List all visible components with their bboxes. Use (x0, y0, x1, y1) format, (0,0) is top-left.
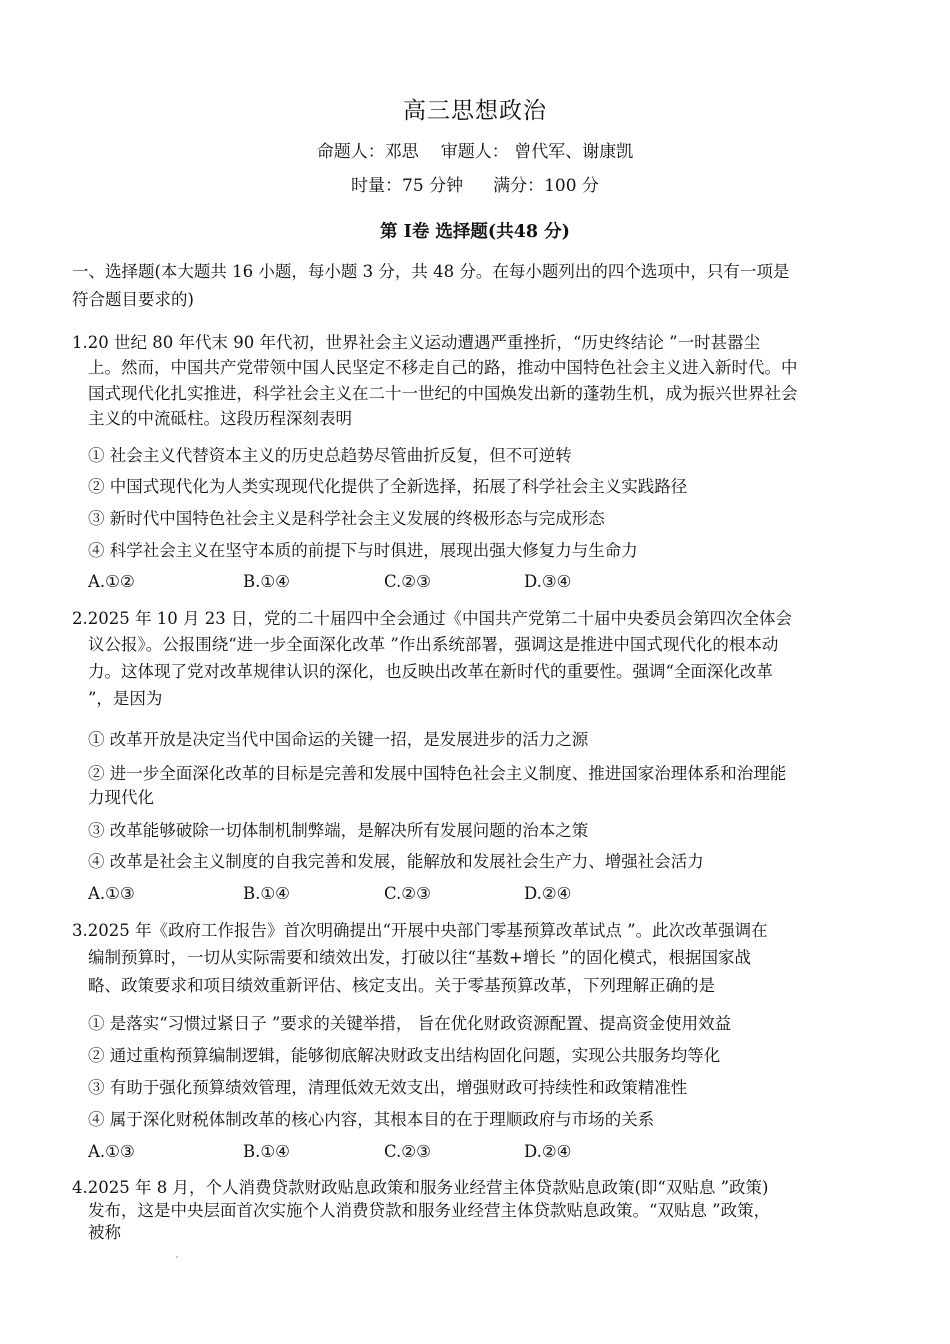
q3-option: ④ 属于深化财税体制改革的核心内容，其根本目的在于理顺政府与市场的关系 (88, 1110, 655, 1129)
q1-stem-line: 主义的中流砥柱。这段历程深刻表明 (88, 409, 352, 428)
exam-title: 高三思想政治 (403, 98, 547, 124)
q4-stem-line: 发布，这是中央层面首次实施个人消费贷款和服务业经营主体贷款贴息政策。“双贴息 ”政策， (88, 1201, 771, 1220)
q1-stem-line: 上。然而，中国共产党带领中国人民坚定不移走自己的路，推动中国特色社会主义进入新时代。中 (88, 358, 798, 377)
scan-speck (176, 1256, 178, 1258)
q3-option: ② 通过重构预算编制逻辑，能够彻底解决财政支出结构固化问题，实现公共服务均等化 (88, 1046, 721, 1065)
part1-title: 第 Ⅰ卷 选择题(共48 分) (380, 222, 570, 242)
instructions-line-2: 符合题目要求的) (72, 290, 194, 309)
q2-choice-c[interactable]: C.②③ (384, 884, 431, 903)
q2-choice-a[interactable]: A.①③ (88, 884, 135, 903)
q2-stem-line: 力。这体现了党对改革规律认识的深化，也反映出改革在新时代的重要性。强调“全面深化改革 (88, 662, 773, 681)
q2-stem-line: ”，是因为 (88, 689, 163, 708)
q2-option: ③ 改革能够破除一切体制机制弊端，是解决所有发展问题的治本之策 (88, 821, 589, 840)
q1-choice-a[interactable]: A.①② (88, 572, 135, 591)
q2-choice-b[interactable]: B.①④ (243, 884, 290, 903)
q3-choice-a[interactable]: A.①③ (88, 1142, 135, 1161)
authors-line (0, 137, 950, 162)
q2-option: ① 改革开放是决定当代中国命运的关键一招，是发展进步的活力之源 (88, 730, 589, 749)
q4-stem-line: 被称 (88, 1223, 121, 1242)
q1-choice-b[interactable]: B.①④ (243, 572, 290, 591)
q1-choice-d[interactable]: D.③④ (524, 572, 572, 591)
q1-choice-c[interactable]: C.②③ (384, 572, 431, 591)
q3-choice-d[interactable]: D.②④ (524, 1142, 572, 1161)
q1-option: ① 社会主义代替资本主义的历史总趋势尽管曲折反复，但不可逆转 (88, 446, 572, 465)
q3-stem-line: 略、政策要求和项目绩效重新评估、核定支出。关于零基预算改革，下列理解正确的是 (88, 976, 715, 995)
q4-stem-line: 4.2025 年 8 月，个人消费贷款财政贴息政策和服务业经营主体贷款贴息政策(即“双贴息 ”政策) (72, 1178, 769, 1197)
time-text: 时量：75 分钟 (351, 176, 464, 196)
q2-option: ④ 改革是社会主义制度的自我完善和发展，能解放和发展社会生产力、增强社会活力 (88, 852, 704, 871)
q2-option: ② 进一步全面深化改革的目标是完善和发展中国特色社会主义制度、推进国家治理体系和治理能 (88, 764, 787, 783)
instructions-line-1: 一、选择题(本大题共 16 小题，每小题 3 分，共 48 分。在每小题列出的四个选项中，只有一项是 (72, 262, 790, 281)
setter-text: 命题人：邓思 (316, 142, 419, 162)
q3-choice-b[interactable]: B.①④ (243, 1142, 290, 1161)
q2-stem-line: 议公报》。公报围绕“进一步全面深化改革 ”作出系统部署，强调这是推进中国式现代化的根本动 (88, 635, 779, 654)
q3-choice-c[interactable]: C.②③ (384, 1142, 431, 1161)
q1-stem-line: 1.20 世纪 80 年代末 90 年代初，世界社会主义运动遭遇严重挫折，“历史终结论 ”一时甚嚣尘 (72, 333, 761, 352)
q2-choice-d[interactable]: D.②④ (524, 884, 572, 903)
time-score-line (0, 171, 950, 196)
q3-option: ① 是落实“习惯过紧日子 ”要求的关键举措， 旨在优化财政资源配置、提高资金使用效益 (88, 1014, 732, 1033)
q3-stem-line: 编制预算时，一切从实际需要和绩效出发，打破以往“基数+增长 ”的固化模式，根据国家战 (88, 948, 751, 967)
q1-option: ③ 新时代中国特色社会主义是科学社会主义发展的终极形态与完成形态 (88, 509, 605, 528)
q3-stem-line: 3.2025 年《政府工作报告》首次明确提出“开展中央部门零基预算改革试点 ”。此次改革强调在 (72, 921, 768, 940)
q1-option: ② 中国式现代化为人类实现现代化提供了全新选择，拓展了科学社会主义实践路径 (88, 477, 688, 496)
q2-stem-line: 2.2025 年 10 月 23 日，党的二十届四中全会通过《中国共产党第二十届中央委员会第四次全体会 (72, 609, 792, 628)
q3-option: ③ 有助于强化预算绩效管理，清理低效无效支出，增强财政可持续性和政策精准性 (88, 1078, 688, 1097)
q2-option-continuation: 力现代化 (88, 788, 154, 807)
q1-option: ④ 科学社会主义在坚守本质的前提下与时俱进，展现出强大修复力与生命力 (88, 541, 638, 560)
reviewer-text: 审题人： 曾代军、谢康凯 (440, 142, 634, 162)
score-text: 满分：100 分 (493, 176, 599, 196)
q1-stem-line: 国式现代化扎实推进，科学社会主义在二十一世纪的中国焕发出新的蓬勃生机，成为振兴世界社会 (88, 384, 798, 403)
